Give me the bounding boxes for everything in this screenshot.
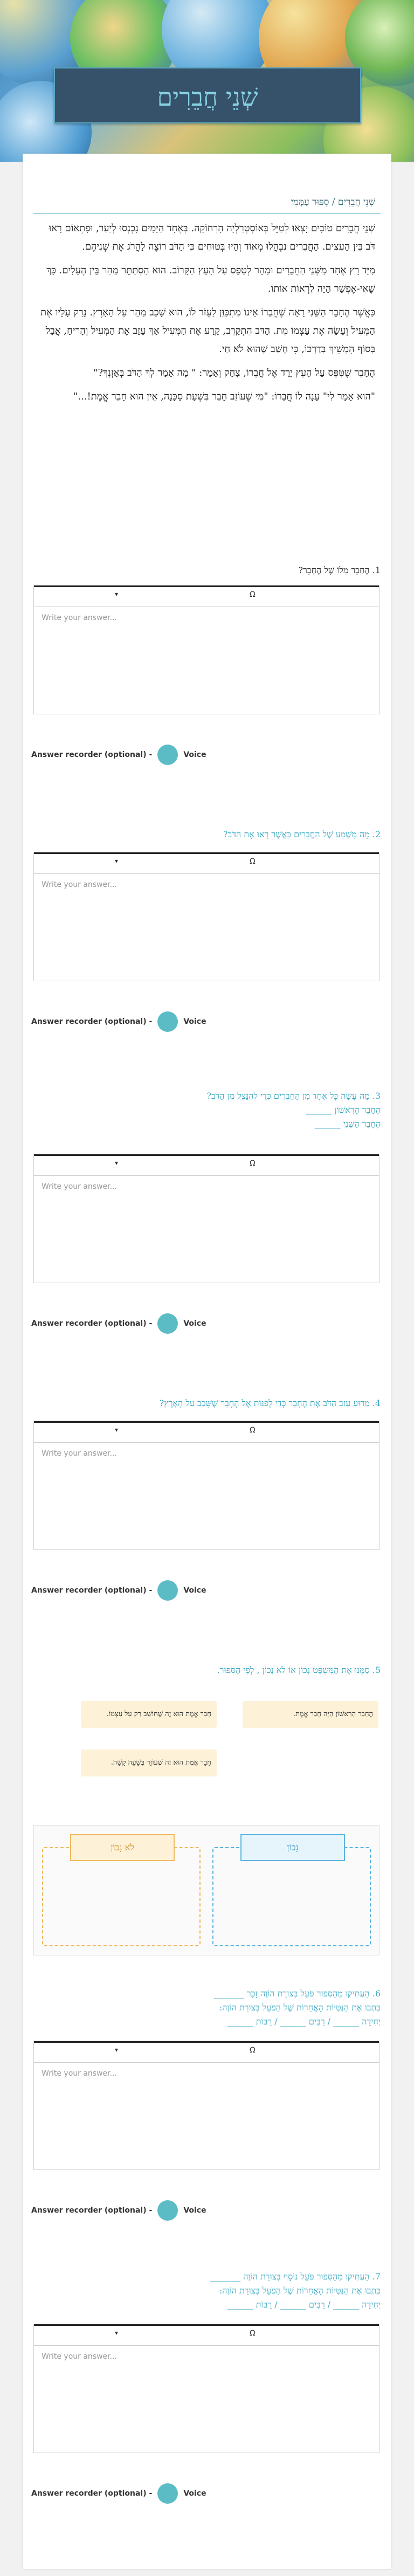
record-button[interactable] [157,2200,178,2221]
question-3-line: הֶחָבֵר הַשֵּׁנִי ______ [314,1119,381,1129]
record-button[interactable] [157,745,178,765]
question-6-line: יְחִידָה ______ / רַבִּים ______ / רַבּוֹת ______ [227,2016,381,2027]
voice-label: Voice [183,1319,206,1328]
editor-toolbar [34,2041,379,2063]
question-3-label [33,1089,381,1131]
sort-task [33,1690,378,1960]
bin-false[interactable] [42,1842,201,1946]
recorder-label: Answer recorder (optional) - [31,1319,153,1328]
answer-placeholder: Write your answer... [42,614,117,622]
answer-recorder [31,2200,206,2221]
story-paragraph: הֶחָבֵר שֶׁטִּפֵּס עַל הָעֵץ יָרַד אֶל חֲבֵרוֹ, צָחַק וְאָמַר: " מָה אָמַר לְךָ הַדֹּב בְּאָזְנְךָ?" [93,367,375,378]
title-banner [54,67,361,123]
answer-recorder [31,1580,206,1601]
editor-toolbar [34,2324,379,2346]
story-body [33,214,381,417]
sort-card[interactable]: הֶחָבֵר הָרִאשׁוֹן הָיָה חָבֵר אֱמֶת. [243,1701,378,1728]
answer-recorder [31,1313,206,1334]
special-char-button[interactable]: Ω [250,590,256,599]
story-paragraph: שְׁנֵי חֲבֵרִים טוֹבִים יָצְאוּ לְטַיֵּל בְּאוֹסְטְרַלְיָה הָרְחוֹקָה. בְּאֶחָד הַיָּמִים נִכְנְסוּ לְיַעַר, וּפִתְאוֹם רָאוּ דֹּב בֵּין הָעֵצִים. הַחֲבֵרִים נִבְהֲלוּ מְאוֹד וְהָיוּ בְּטוּחִים כִּי הַדֹּב רוֹצֶה לַהֲרֹג אֶת שְׁנֵיהֶם. [49,223,375,252]
sort-card[interactable]: חָבֵר אֱמֶת הוּא זֶה שֶׁעוֹזֵר בְּשָׁעָה קָשָׁה. [81,1750,217,1776]
page-title: שְׁנֵי חֲבֵרִים [157,82,258,112]
voice-label: Voice [183,2489,206,2498]
answer-box-6[interactable] [33,2041,380,2170]
format-dropdown[interactable]: ▾ [115,2329,119,2337]
answer-box-7[interactable] [33,2324,380,2453]
record-button[interactable] [157,1580,178,1601]
editor-toolbar [34,586,379,607]
recorder-label: Answer recorder (optional) - [31,2489,153,2498]
sort-bins [33,1825,380,1955]
answer-recorder [31,1011,206,1032]
editor-toolbar [34,1421,379,1443]
answer-placeholder: Write your answer... [42,2069,117,2078]
editor-toolbar [34,1154,379,1176]
question-1-label: 1. הֶחָבֵר מִלּוֹ שֶׁל הֶחָבֵר? [298,565,381,575]
recorder-label: Answer recorder (optional) - [31,750,153,759]
editor-toolbar [34,852,379,874]
question-7-text: 7. הַעְתִּיקוּ מֵהַסִּפּוּר פֹּעַל נוֹסָף בִּצוּרַת הוֹוֶה _______ [210,2271,381,2282]
answer-box-1[interactable] [33,585,380,714]
format-dropdown[interactable]: ▾ [115,1159,119,1167]
record-button[interactable] [157,1313,178,1334]
question-7-line: כִּתְבוּ אֶת הַנְּטִיּוֹת הָאֲחֵרוֹת שֶׁל הַפֹּעַל בִּצוּרַת הוֹוֶה: [219,2285,381,2296]
question-4-label: 4. מַדּוּעַ עָזַב הַדֹּב אֶת הֶחָבֵר כְּדֵי לְפִנּוֹת אֶל הֶחָבֵר שֶׁשָּׁכַב עַל הָאָרֶץ? [159,1398,381,1408]
answer-recorder [31,2483,206,2504]
story-paragraph: כַּאֲשֶׁר הֶחָבֵר הַשֵּׁנִי רָאָה שֶׁחֲבֵרוֹ אֵינוֹ מִתְכַּוֵּן לַעֲזֹר לוֹ, הוּא שָׁכַב מַהֵר עַל הָאָרֶץ. נָרַק עָלָיו אֶת הַמְּעִיל וְעָשָׂה אֶת עַצְמוֹ מֵת. הַדֹּב הִתְקָרֵב, קָרַע אֶת הַמְּעִיל אַךְ עָזַב אֶת הַמְּעִיל וְהָרִיחַ, אֲבָל בְּסוֹף הִמְשִׁיךְ בְּדַרְכּוֹ, כִּי חָשַׁב שֶׁהוּא לֹא חַי. [40,307,375,355]
special-char-button[interactable]: Ω [250,1159,256,1168]
answer-box-4[interactable] [33,1421,380,1550]
story-section [33,197,381,501]
recorder-label: Answer recorder (optional) - [31,2206,153,2215]
question-2-label: 2. מָה מִשְׁמַע שֶׁל הַחֲבֵרִים כַּאֲשֶׁר רָאוּ אֶת הַדֹּב? [223,829,381,839]
story-paragraph: "הוּא אָמַר לִי" עָנָה לוֹ חֲבֵרוֹ: "מִי שֶׁעוֹזֵב חָבֵר בִּשְׁעַת סַכָּנָה, אֵין הוּא חָבֵר אֱמֶת!..." [73,391,375,402]
voice-label: Voice [183,2206,206,2215]
special-char-button[interactable]: Ω [250,857,256,866]
question-5-label: 5. סַמְּנוּ אֶת הַמִּשְׁפָּט נָכוֹן אוֹ לֹא נָכוֹן , לְפִי הַסִּפּוּר. [217,1665,381,1675]
recorder-label: Answer recorder (optional) - [31,1017,153,1026]
answer-recorder [31,744,206,766]
record-button[interactable] [157,2483,178,2504]
special-char-button[interactable]: Ω [250,1426,256,1435]
format-dropdown[interactable]: ▾ [115,1426,119,1434]
special-char-button[interactable]: Ω [250,2046,256,2055]
format-dropdown[interactable]: ▾ [115,2046,119,2054]
format-dropdown[interactable]: ▾ [115,857,119,865]
worksheet [23,154,391,2569]
question-6-line: כִּתְבוּ אֶת הַנְּטִיּוֹת הָאֲחֵרוֹת שֶׁל הַפֹּעַל בִּצוּרַת הוֹוֶה: [219,2002,381,2013]
recorder-label: Answer recorder (optional) - [31,1586,153,1595]
answer-box-3[interactable] [33,1154,380,1283]
record-button[interactable] [157,1011,178,1032]
bin-true[interactable] [212,1842,371,1946]
voice-label: Voice [183,750,206,759]
answer-placeholder: Write your answer... [42,2352,117,2361]
answer-placeholder: Write your answer... [42,880,117,889]
sort-card[interactable]: חָבֵר אֱמֶת הוּא זֶה שֶׁחוֹשֵׁב רַק עַל עַצְמוֹ. [81,1701,217,1728]
special-char-button[interactable]: Ω [250,2329,256,2338]
question-6-text: 6. הַעְתִּיקוּ מֵהַסִּפּוּר פֹּעַל בִּצוּרַת הוֹוֶה זָכָר _______ [213,1988,381,1999]
voice-label: Voice [183,1017,206,1026]
format-dropdown[interactable]: ▾ [115,590,119,598]
answer-box-2[interactable] [33,852,380,981]
voice-label: Voice [183,1586,206,1595]
bin-false-label: לֹא נָכוֹן [70,1834,175,1861]
story-title: שְׁנֵי חֲבֵרִים / סִפּוּר עַמָּמִי [33,197,381,214]
question-3-line: הֶחָבֵר הָרִאשׁוֹן ______ [306,1105,381,1115]
bin-true-label: נָכוֹן [240,1834,345,1861]
answer-placeholder: Write your answer... [42,1182,117,1191]
question-3-text: 3. מָה עָשָׂה כָּל אֶחָד מִן הַחֲבֵרִים כְּדֵי לְהִנָּצֵל מִן הַדֹּב? [206,1091,381,1101]
question-6-label [33,1987,381,2029]
answer-placeholder: Write your answer... [42,1449,117,1458]
question-7-label [33,2270,381,2312]
story-paragraph: מִיָּד רָץ אֶחָד מִשְּׁנֵי הַחֲבֵרִים וּמִהֵר לְטַפֵּס עַל הָעֵץ הַקָּרוֹב. הוּא הִסְתַּתֵּר מֵהַר בֵּין הֶעָלִים. כָּךְ שֶׁאִי-אֶפְשָׁר הָיָה לִרְאוֹת אוֹתוֹ. [46,265,375,294]
question-7-line: יְחִידָה ______ / רַבִּים ______ / רַבּוֹת ______ [227,2299,381,2310]
